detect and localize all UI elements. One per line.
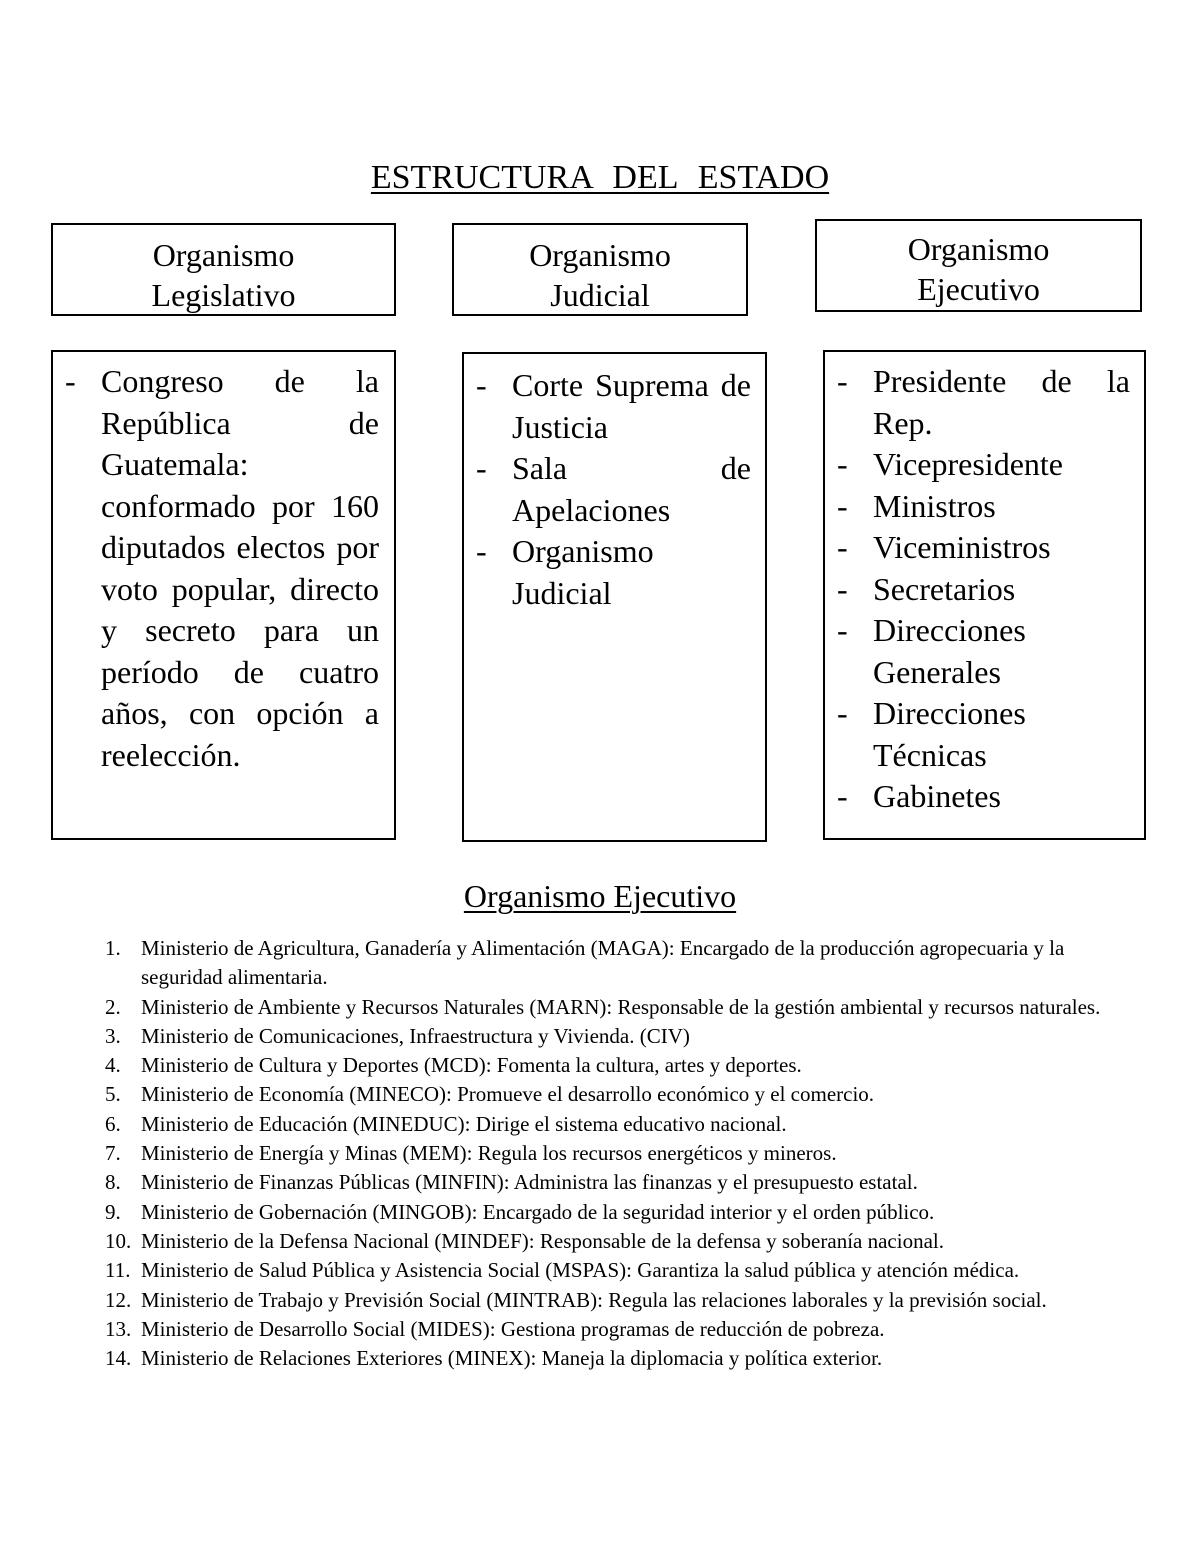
- item-text: Ministerio de Relaciones Exteriores (MINEX): Maneja la diplomacia y política exterior.: [141, 1346, 883, 1371]
- bullet-dash: -: [837, 446, 848, 482]
- item-number: 14.: [105, 1346, 132, 1371]
- list-item: [837, 569, 1130, 611]
- list-item-text: Viceministros: [873, 529, 1051, 565]
- list-item: [100, 1344, 1140, 1373]
- legislativo-list: [65, 361, 379, 776]
- list-item: [100, 1315, 1140, 1344]
- section-title-text: Organismo Ejecutivo: [463, 878, 737, 914]
- item-text: Ministerio de Salud Pública y Asistencia Social (MSPAS): Garantiza la salud pública y atención médica.: [141, 1258, 1020, 1283]
- item-number: 5.: [105, 1082, 121, 1107]
- list-item: [837, 486, 1130, 528]
- item-number: 9.: [105, 1199, 121, 1224]
- item-number: 6.: [105, 1111, 121, 1136]
- item-text: Ministerio de Economía (MINECO): Promueve el desarrollo económico y el comercio.: [141, 1082, 875, 1107]
- item-text: Ministerio de la Defensa Nacional (MINDEF): Responsable de la defensa y soberanía nacional.: [141, 1228, 944, 1253]
- list-item: [100, 1198, 1140, 1227]
- list-item: [100, 934, 1140, 993]
- list-item: [100, 1227, 1140, 1256]
- list-item-text: Corte Suprema de Justicia: [512, 367, 751, 445]
- list-item-text: Direcciones Generales: [873, 612, 1026, 690]
- list-item: [837, 527, 1130, 569]
- item-number: 4.: [105, 1053, 121, 1078]
- item-number: 2.: [105, 994, 121, 1019]
- judicial-content-box: [462, 352, 767, 842]
- item-number: 12.: [105, 1287, 132, 1312]
- item-number: 7.: [105, 1141, 121, 1166]
- list-item-text: Presidente de la Rep.: [873, 363, 1130, 441]
- list-item: [476, 531, 751, 614]
- bullet-dash: -: [476, 533, 487, 569]
- list-item: [100, 1080, 1140, 1109]
- bullet-dash: -: [65, 363, 76, 399]
- item-text: Ministerio de Agricultura, Ganadería y Alimentación (MAGA): Encargado de la producción agropecuaria y la seguridad alimentaria.: [141, 936, 1065, 990]
- list-item-text: Organismo Judicial: [512, 533, 654, 611]
- list-item-text: Secretarios: [873, 570, 1016, 607]
- list-item: [837, 693, 1130, 776]
- legislativo-content-box: [51, 350, 396, 840]
- judicial-heading-line2: Judicial: [550, 277, 650, 313]
- item-text: Ministerio de Gobernación (MINGOB): Encargado de la seguridad interior y el orden público.: [141, 1199, 935, 1224]
- bullet-dash: -: [837, 529, 848, 565]
- item-number: 1.: [105, 936, 121, 960]
- bullet-dash: -: [837, 778, 848, 814]
- list-item: [100, 1110, 1140, 1139]
- item-text: Ministerio de Energía y Minas (MEM): Regula los recursos energéticos y mineros.: [141, 1141, 837, 1166]
- list-item: [100, 1051, 1140, 1080]
- bullet-dash: -: [476, 450, 487, 486]
- list-item: [100, 1139, 1140, 1168]
- list-item-text: Gabinetes: [873, 778, 1001, 814]
- list-item-text: Direcciones Técnicas: [873, 695, 1026, 773]
- bullet-dash: -: [837, 487, 848, 524]
- list-item: [837, 444, 1130, 486]
- list-item: [837, 610, 1130, 693]
- list-item: [100, 1022, 1140, 1051]
- ejecutivo-heading-line1: Organismo: [907, 231, 1050, 267]
- item-number: 10.: [105, 1228, 132, 1253]
- item-number: 13.: [105, 1316, 132, 1341]
- item-text: Ministerio de Cultura y Deportes (MCD): Fomenta la cultura, artes y deportes.: [141, 1053, 802, 1078]
- page-title: [0, 158, 1200, 198]
- judicial-list: [476, 365, 751, 614]
- list-item: [837, 361, 1130, 444]
- list-item: [100, 993, 1140, 1022]
- bullet-dash: -: [837, 612, 848, 648]
- list-item-text: Congreso de la República de Guatemala: conformado por 160 diputados electos por voto popular, directo y secreto para un período de cuatro años, con opción a reelección.: [101, 363, 379, 773]
- bullet-dash: -: [476, 367, 487, 403]
- ministries-list: [100, 934, 1140, 1373]
- legislativo-heading-box: [51, 223, 396, 316]
- list-item: [100, 1286, 1140, 1315]
- ejecutivo-content-box: [823, 350, 1146, 840]
- list-item-text: Sala de Apelaciones: [512, 450, 751, 528]
- item-number: 11.: [105, 1258, 131, 1283]
- item-number: 3.: [105, 1023, 121, 1048]
- list-item: [100, 1168, 1140, 1197]
- legislativo-heading-line1: Organismo: [152, 237, 295, 273]
- judicial-heading-box: [452, 223, 748, 316]
- ejecutivo-list: [837, 361, 1130, 818]
- list-item: [65, 361, 379, 776]
- item-text: Ministerio de Desarrollo Social (MIDES): Gestiona programas de reducción de pobreza.: [141, 1316, 885, 1341]
- item-number: 8.: [105, 1170, 121, 1195]
- list-item: [476, 365, 751, 448]
- item-text: Ministerio de Educación (MINEDUC): Dirige el sistema educativo nacional.: [141, 1111, 787, 1136]
- ejecutivo-heading-line2: Ejecutivo: [917, 271, 1040, 307]
- list-item-text: Ministros: [873, 487, 996, 524]
- item-text: Ministerio de Ambiente y Recursos Naturales (MARN): Responsable de la gestión ambiental y recursos naturales.: [141, 994, 1101, 1019]
- list-item: [837, 776, 1130, 818]
- item-text: Ministerio de Comunicaciones, Infraestructura y Vivienda. (CIV): [141, 1023, 690, 1048]
- list-item: [476, 448, 751, 531]
- list-item-text: Vicepresidente: [873, 446, 1063, 482]
- bullet-dash: -: [837, 363, 848, 399]
- item-text: Ministerio de Trabajo y Previsión Social (MINTRAB): Regula las relaciones laborales y la previsión social.: [141, 1287, 1047, 1312]
- page-title-text: ESTRUCTURA DEL ESTADO: [370, 159, 830, 196]
- judicial-heading-line1: Organismo: [529, 237, 671, 273]
- bullet-dash: -: [837, 695, 848, 731]
- section-title: [0, 876, 1200, 916]
- legislativo-heading-line2: Legislativo: [151, 277, 296, 313]
- bullet-dash: -: [837, 570, 848, 607]
- list-item: [100, 1256, 1140, 1285]
- item-text: Ministerio de Finanzas Públicas (MINFIN): Administra las finanzas y el presupuesto estatal.: [141, 1170, 918, 1195]
- ejecutivo-heading-box: [815, 219, 1142, 312]
